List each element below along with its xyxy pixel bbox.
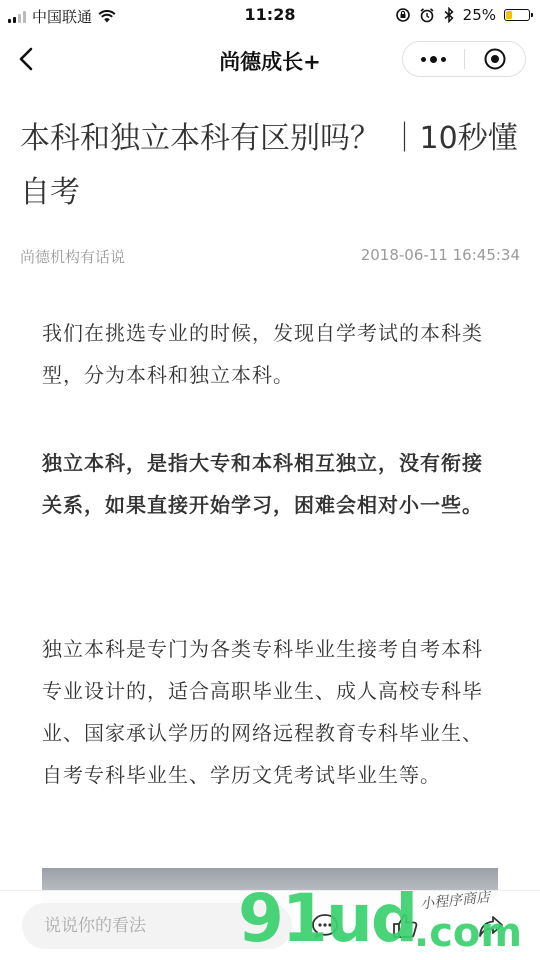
close-button[interactable] [465,42,526,76]
rotation-lock-icon [395,7,411,23]
bottom-bar [0,890,540,960]
watermark-tagline: 小程序商店 [419,889,491,913]
comment-bubble-icon[interactable] [310,911,340,941]
bluetooth-icon [443,7,455,23]
article-author[interactable]: 尚德机构有话说 [20,248,126,266]
mini-program-capsule [402,41,526,77]
status-right [395,6,530,24]
status-time: 11:28 [244,5,296,24]
article-meta [20,246,520,270]
article-paragraph: 我们在挑选专业的时候，发现自学考试的本科类型，分为本科和独立本科。 [42,321,483,387]
article-date: 2018-06-11 16:45:34 [360,246,520,264]
thumbs-up-icon[interactable] [390,911,420,941]
more-dots-icon [421,56,446,63]
battery-fill [506,11,512,19]
page-title: 尚德成长+ [219,50,321,74]
watermark-brand: 91ud [238,880,417,957]
nav-bar [0,30,540,88]
watermark-suffix: .com [414,910,523,956]
alarm-icon [419,7,435,23]
article-paragraph-bold: 独立本科，是指大专和本科相互独立，没有衔接关系，如果直接开始学习，困难会相对小一些。 [42,451,483,517]
carrier-label: 中国联通 [32,8,93,26]
comment-input[interactable] [22,903,292,949]
target-close-icon [483,47,507,71]
more-button[interactable] [403,42,464,76]
battery-icon [504,9,530,21]
share-icon[interactable] [476,911,506,941]
article-title: 本科和独立本科有区别吗？ ｜10秒懂自考 [20,121,518,210]
article-paragraph: 独立本科是专门为各类专科毕业生接考自考本科专业设计的，适合高职毕业生、成人高校专科毕业、国家承认学历的网络远程教育专科毕业生、自考专科毕业生、学历文凭考试毕业生等。 [42,637,483,787]
battery-percent: 25% [462,6,496,24]
status-bar [0,0,540,30]
